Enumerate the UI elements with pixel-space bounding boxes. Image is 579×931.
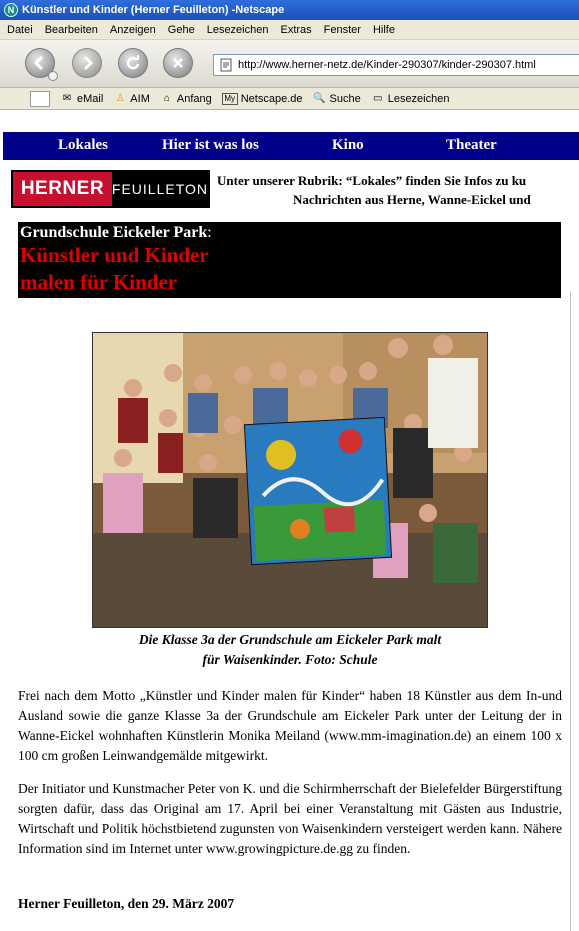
content-divider [570,292,571,931]
photo-caption-line2: für Waisenkinder. Foto: Schule [202,652,378,667]
netscape-app-icon: N [4,3,18,17]
toolbar-aim[interactable] [113,93,150,105]
article-kicker [20,224,559,242]
bookmarks-icon: ▭ [372,93,383,104]
aim-icon: ♙ [115,93,125,104]
home-icon: ⌂ [163,93,170,104]
herner-feuilleton-logo[interactable] [11,170,210,208]
kicker-colon: : [207,224,212,241]
menu-extras[interactable]: Extras [280,23,312,36]
forward-button[interactable] [72,48,102,78]
toolbar-suche-label: Suche [329,92,361,105]
article-paragraph-2: Der Initiator und Kunstmacher Peter von K. und die Schirmherrschaft der Bielefelder Bürgerstiftung sorgten dafür, dass das Original am 17. April bei einer Veranstaltung mit Gästen aus Industrie, Wirtschaft und Politik höchstbietend zugunsten von Waisenkindern versteigert werden kann. Nähere Information sind im Internet unter www.growingpicture.de.gg zu finden. [18,781,562,856]
headline-line1: Künstler und Kinder [20,243,209,267]
logo-feuilleton: FEUILLETON [111,181,208,197]
back-history-dropdown-icon[interactable] [48,71,58,81]
site-navigation [3,132,579,160]
menu-datei[interactable]: Datei [7,23,33,36]
new-tab-icon[interactable] [30,91,50,107]
kicker-text: Grundschule Eickeler Park [20,224,208,241]
reload-icon [124,54,142,72]
stop-icon [169,54,187,72]
toolbar-lesezeichen[interactable] [371,93,450,105]
address-bar [213,54,579,76]
menu-bar [0,20,579,40]
personal-toolbar [0,88,579,110]
reload-button[interactable] [118,48,148,78]
search-icon: 🔍 [313,93,326,104]
nav-link-kino[interactable]: Kino [332,137,364,153]
article-byline: Herner Feuilleton, den 29. März 2007 [18,896,235,911]
url-input[interactable] [238,59,578,71]
window-title: Künstler und Kinder (Herner Feuilleton) -Netscape [22,4,285,16]
photo-caption [92,630,488,670]
menu-lesezeichen[interactable]: Lesezeichen [206,23,269,36]
mail-icon: ✉ [62,93,72,104]
back-button[interactable] [25,48,55,78]
menu-anzeigen[interactable]: Anzeigen [109,23,156,36]
menu-hilfe[interactable]: Hilfe [372,23,395,36]
back-arrow-icon [31,54,49,72]
toolbar-suche[interactable] [313,93,361,105]
rubrik-text-line2: Nachrichten aus Herne, Wanne-Eickel und [293,192,531,207]
nav-link-lokales[interactable]: Lokales [58,137,109,153]
toolbar-netscape-de-label: Netscape.de [240,92,303,105]
forward-arrow-icon [78,54,96,72]
toolbar-netscape-de[interactable] [222,93,303,105]
toolbar-email-label: eMail [77,92,104,105]
logo-herner: HERNER [13,172,112,206]
page-content [0,110,579,931]
menu-fenster[interactable]: Fenster [323,23,361,36]
stop-button[interactable] [163,48,193,78]
nav-link-hier-ist-was-los[interactable]: Hier ist was los [162,137,259,153]
nav-link-theater[interactable]: Theater [446,137,497,153]
rubrik-text-line1: Unter unserer Rubrik: “Lokales” finden Sie Infos zu ku [217,173,527,188]
photo-caption-line1: Die Klasse 3a der Grundschule am Eickeler Park malt [138,632,442,647]
class-photo-illustration [93,333,488,628]
toolbar-email[interactable] [60,93,103,105]
page-icon [219,58,233,72]
my-netscape-icon: My [222,93,238,105]
window-title-bar[interactable] [0,0,579,20]
menu-bearbeiten[interactable]: Bearbeiten [44,23,98,36]
toolbar-anfang[interactable] [160,93,212,105]
menu-gehe[interactable]: Gehe [167,23,195,36]
toolbar-aim-label: AIM [130,92,150,105]
toolbar-anfang-label: Anfang [176,92,212,105]
navigation-toolbar [0,40,579,88]
headline-box [18,222,561,298]
toolbar-lesezeichen-label: Lesezeichen [387,92,450,105]
article-photo [92,332,488,628]
headline-line2: malen für Kinder [20,270,178,294]
article-paragraph-1: Frei nach dem Motto „Künstler und Kinder malen für Kinder“ haben 18 Künstler aus dem In-und Ausland sowie die ganze Klasse 3a der Grundschule am Eickeler Park unter der Leitung der in Wanne-Eickel wohnhaften Künstlerin Monika Meiland (www.mm-imagination.de) an einem 100 x 100 cm großen Leinwandgemälde mitgewirkt. [18,688,562,763]
